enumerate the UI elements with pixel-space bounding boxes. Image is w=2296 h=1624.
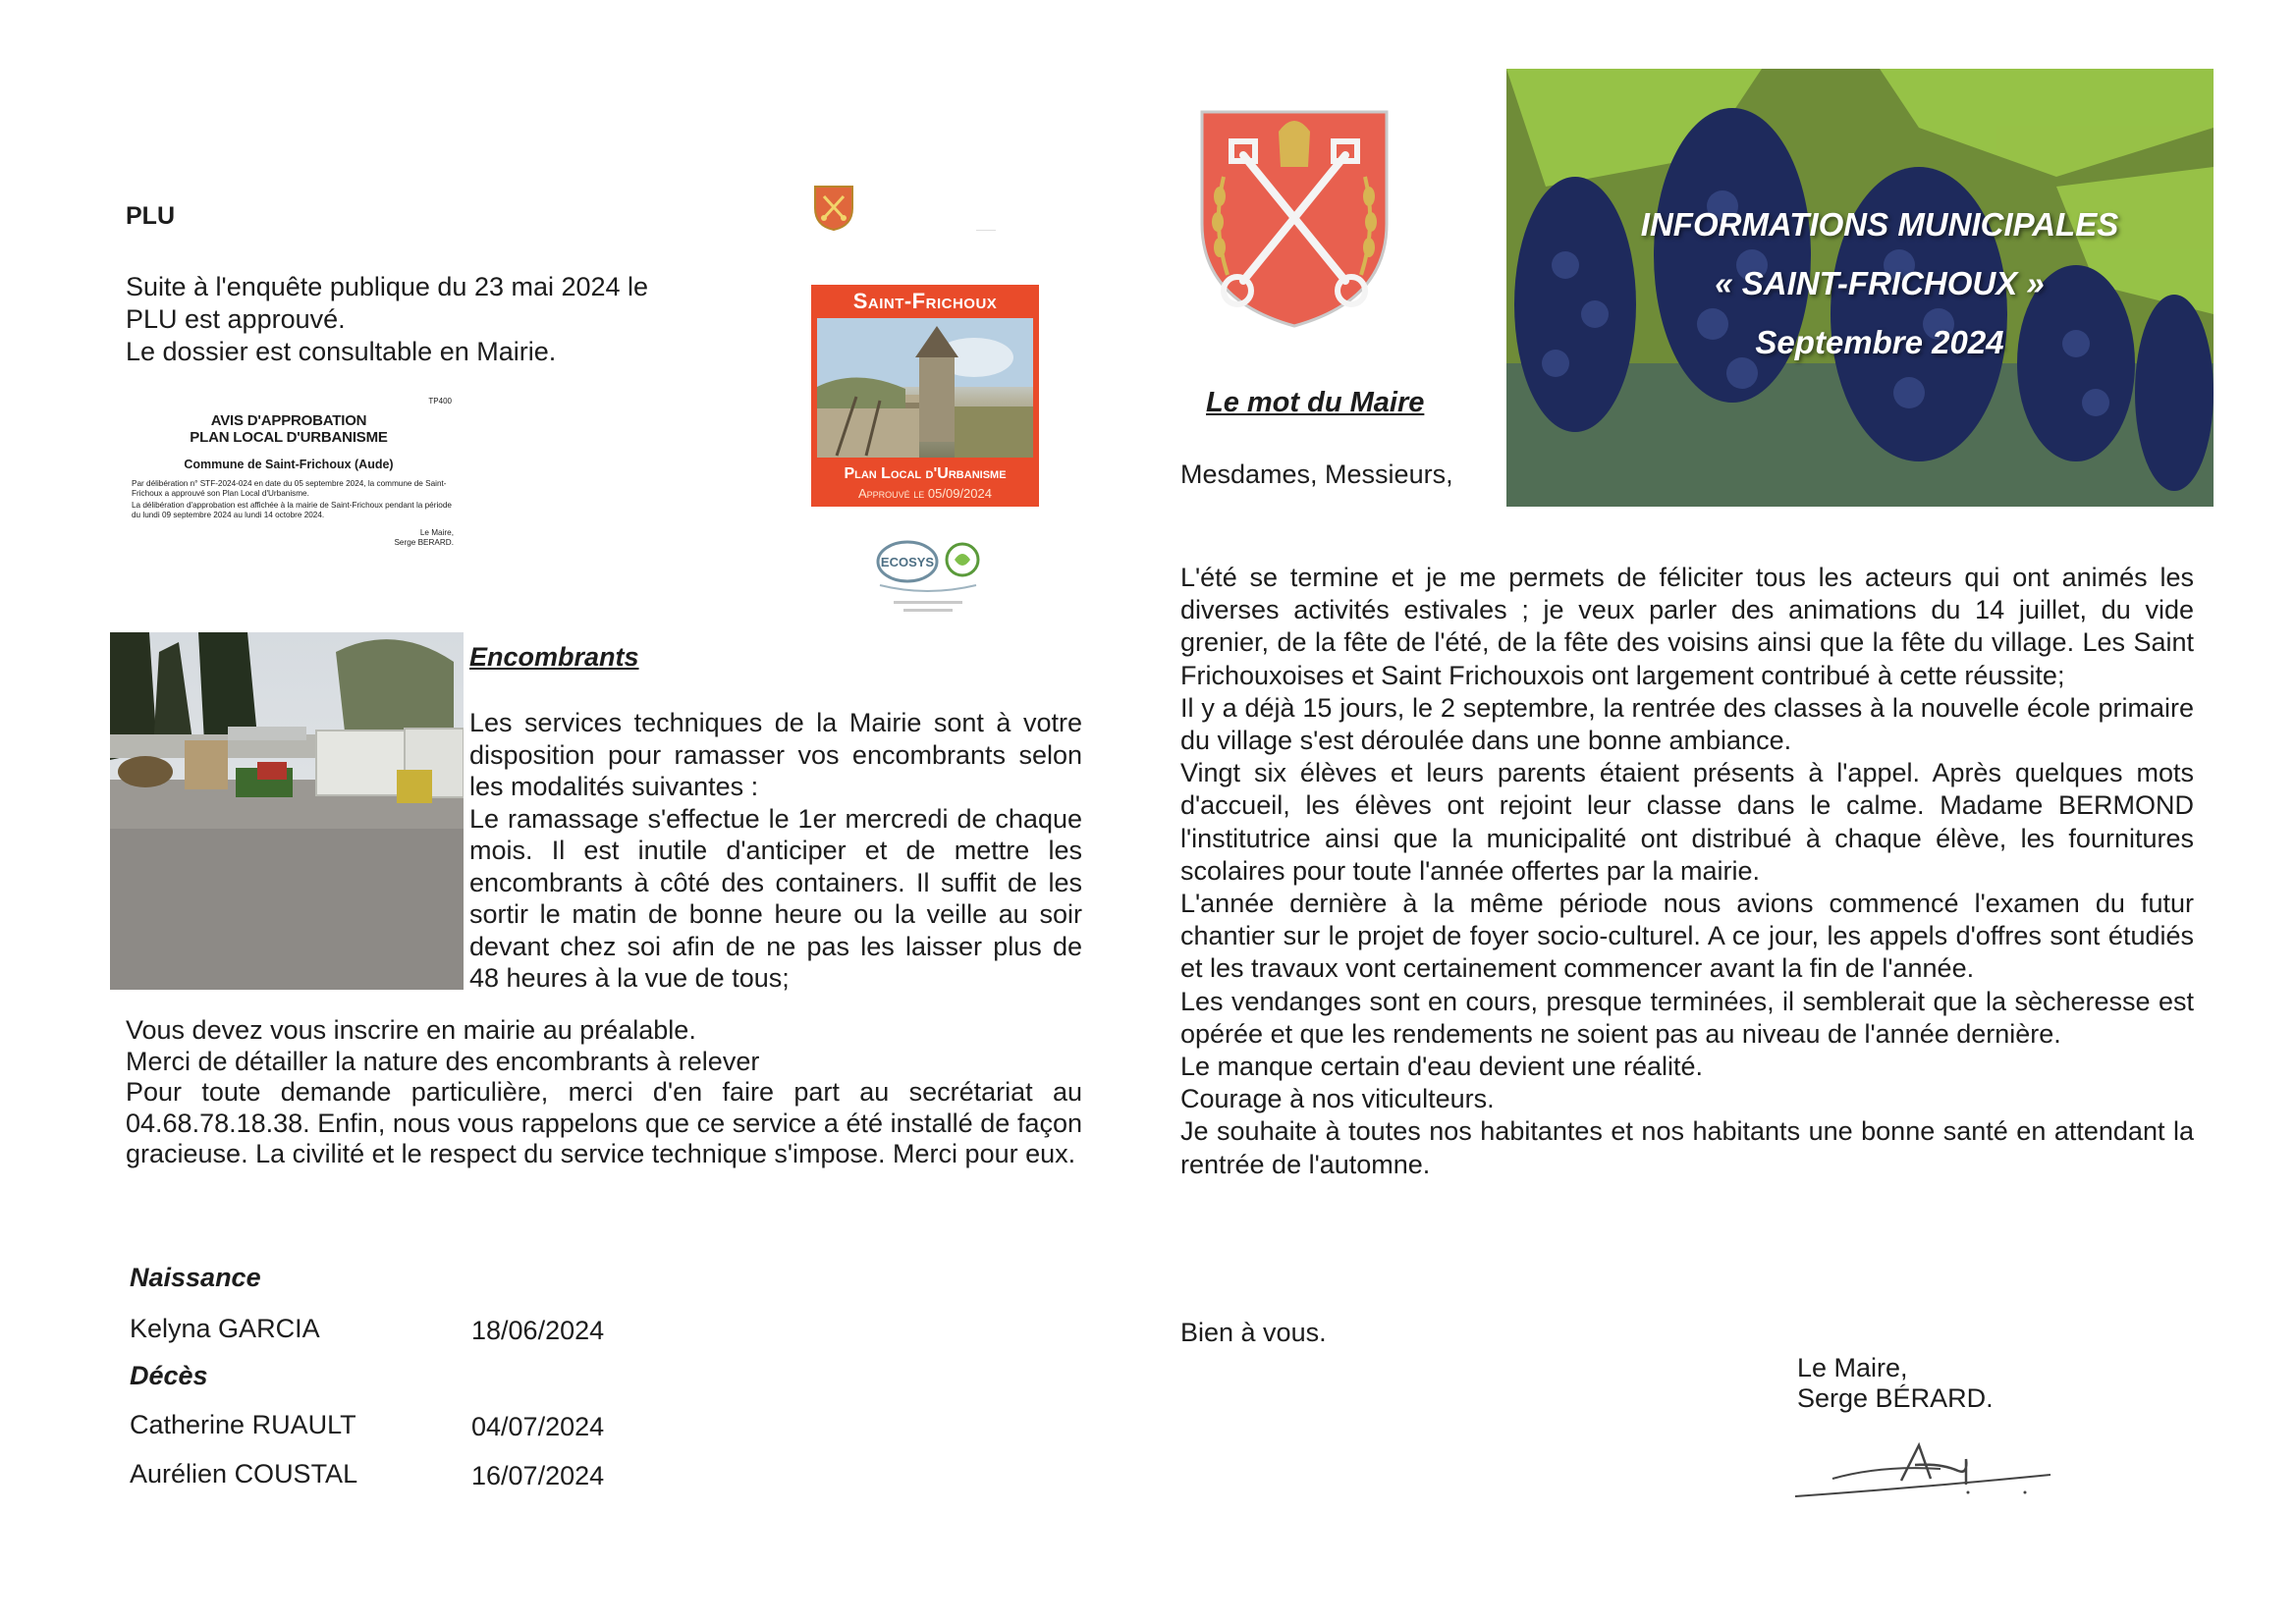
encombrants-photo [110,632,464,990]
avis-body: Par délibération n° STF-2024-024 en date du 05 septembre 2024, la commune de Saint-Frichoux a approuvé son Plan Local d'Urbanisme. [132,479,447,498]
letter-paragraph: Vingt six élèves et leurs parents étaient présents à l'appel. Après quelques mots d'accueil, les élèves ont rejoint leur classe dans le calme. Madame BERMOND l'institutrice ainsi que la municipalité ont distribué à chaque élève, les fournitures scolaires pour toute l'année offertes par la mairie. [1180,758,2194,886]
plu-heading: PLU [126,202,175,230]
mot-du-maire-heading: Le mot du Maire [1206,387,1425,418]
plu-poster [811,285,1039,507]
banner-title-line3: Septembre 2024 [1755,324,2004,360]
signature-block [1797,1353,1994,1414]
naissance-date: 18/06/2024 [471,1316,605,1345]
signature-title: Le Maire, [1797,1353,1908,1382]
poster-footer: Plan Local d'Urbanisme [844,465,1007,482]
avis-signature [122,528,456,548]
encombrants-heading: Encombrants [469,642,639,672]
letter-paragraph: L'été se termine et je me permets de féliciter tous les acteurs qui ont animés les diverses activités estivales ; je veux parler des animations du 14 juillet, du vide grenier, de la fête de l'été, de la fête des voisins ainsi que la fête du village. Les Saint Frichouxoises et Saint Frichouxois ont largement contribué à cette réussite; [1180,563,2194,690]
letter-paragraph: L'année dernière à la même période nous avions commencé l'examen du futur chantier sur le projet de foyer socio-culturel. A ce jour, les appels d'offres sont étudiés et les travaux vont certainement commencer avant la fin de l'année. [1180,889,2194,984]
letter-greeting: Mesdames, Messieurs, [1180,460,1453,489]
avis-body: La délibération d'approbation est affichée à la mairie de Saint-Frichoux pendant la période du lundi 09 septembre 2024 au lundi 14 octobre 2024. [132,501,452,519]
avis-signature-title: Le Maire, [419,528,454,537]
ecosys-logo [868,538,990,623]
plu-intro-line: PLU est approuvé. [126,304,346,334]
crest-icon [1198,108,1391,330]
avis-title: AVIS D'APPROBATION [210,412,367,429]
deces-date: 04/07/2024 [471,1412,605,1441]
deces-name: Aurélien COUSTAL [130,1459,358,1489]
encombrants-paragraph: Vous devez vous inscrire en mairie au préalable. [126,1015,696,1045]
avis-signature-name: Serge BERARD. [394,538,454,547]
avis-subtitle: PLAN LOCAL D'URBANISME [190,429,388,446]
ecosys-logo-label: ECOSYS [880,555,935,569]
poster-date: Approuvé le 05/09/2024 [858,486,992,501]
poster-title: Saint-Frichoux [852,289,998,313]
avis-commune: Commune de Saint-Frichoux (Aude) [184,458,394,471]
mayor-letter [1180,562,2194,1181]
letter-paragraph: Le manque certain d'eau devient une réalité. [1180,1052,1704,1082]
banner-title-line2: « SAINT-FRICHOUX » [1715,265,2045,301]
signature-icon [1793,1435,2058,1506]
encombrants-paragraph: Les services techniques de la Mairie sont à votre disposition pour ramasser vos encombrants selon les modalités suivantes : [469,708,1082,801]
grapes-banner [1506,69,2214,507]
naissance-heading: Naissance [130,1263,261,1292]
letter-paragraph: Les vendanges sont en cours, presque terminées, il semblerait que la sècheresse est opérée et que les rendements ne soient pas au niveau de l'année dernière. [1180,986,2194,1049]
encombrants-paragraph: Merci de détailler la nature des encombrants à relever [126,1046,760,1076]
deces-heading: Décès [130,1361,208,1390]
encombrants-text [469,707,1082,995]
letter-paragraph: Il y a déjà 15 jours, le 2 septembre, la rentrée des classes à la nouvelle école primaire du village s'est déroulée dans une bonne ambiance. [1180,692,2194,756]
plu-intro-line: Suite à l'enquête publique du 23 mai 2024 le [126,272,649,301]
letter-closing: Bien à vous. [1180,1318,1327,1347]
signature-name: Serge BÉRARD. [1797,1383,1994,1413]
plu-intro-line: Le dossier est consultable en Mairie. [126,337,557,366]
banner-title-line1: INFORMATIONS MUNICIPALES [1640,206,2119,243]
avis-approbation-notice [122,397,456,575]
poster-photo [817,318,1033,458]
small-crest-icon [813,185,854,232]
letter-paragraph: Courage à nos viticulteurs. [1180,1084,1495,1114]
letter-paragraph: Je souhaite à toutes nos habitantes et nos habitants une bonne santé en attendant la rentrée de l'automne. [1180,1116,2194,1179]
naissance-name: Kelyna GARCIA [130,1314,320,1343]
avis-ref: TP400 [428,397,452,406]
deces-date: 16/07/2024 [471,1461,605,1490]
small-crest-caption: ———— [976,228,996,234]
plu-intro [126,271,754,368]
encombrants-paragraph: Le ramassage s'effectue le 1er mercredi de chaque mois. Il est inutile d'anticiper et de mettre les encombrants à côté des containers. Il suffit de les sortir le matin de bonne heure ou la veille au soir devant chez soi afin de ne pas les laisser plus de 48 heures à la vue de tous; [469,803,1082,993]
encombrants-text-continued [126,1015,1082,1170]
deces-name: Catherine RUAULT [130,1410,356,1439]
encombrants-paragraph: Pour toute demande particulière, merci d'en faire part au secrétariat au 04.68.78.18.38. Enfin, nous vous rappelons que ce service a été installé de façon gracieuse. La civilité et le respect du service technique s'impose. Merci pour eux. [126,1077,1082,1168]
